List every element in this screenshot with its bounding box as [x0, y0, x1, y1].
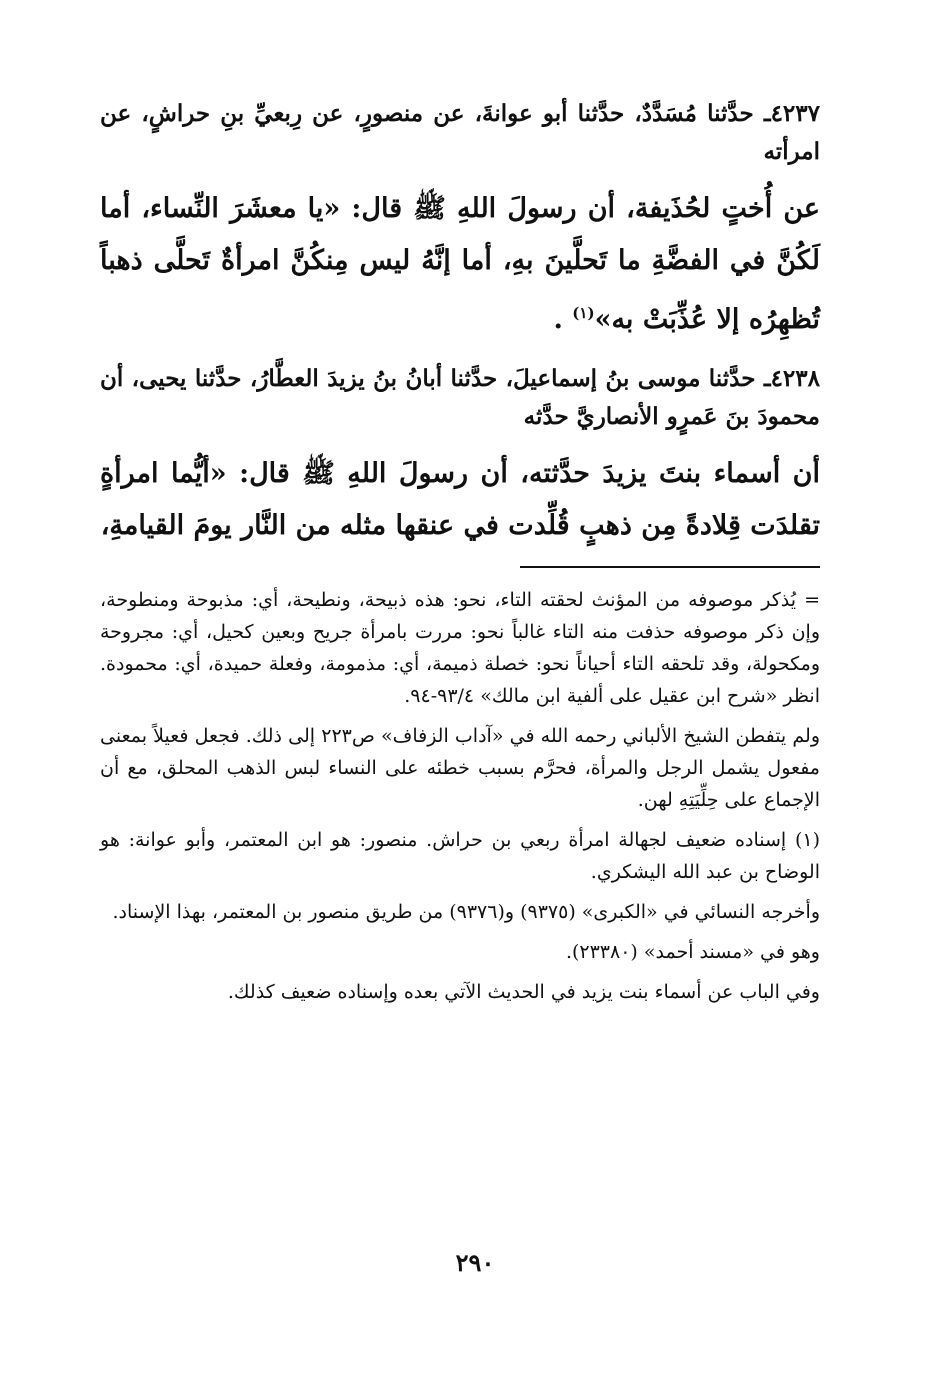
footnote-continuation: = يُذكر موصوفه من المؤنث لحقته التاء، نحو: هذه ذبيحة، ونطيحة، أي: مذبوحة ومنطوحة، وإن ذكر موصوفه حذفت منه التاء غالباً نحو: مررت بامرأة جريح وبعين كحيل، أي: مجروحة ومكحولة، وقد تلحقه التاء أحياناً نحو: خصلة ذميمة، أي: مذمومة، وفعلة حميدة، أي: محمودة. انظر «شرح ابن عقيل على ألفية ابن مالك» ٩٣/٤-٩٤.	[100, 589, 820, 707]
page-body	[100, 95, 820, 1016]
hadith-4237-chain: ٤٢٣٧ـ حدَّثنا مُسَدَّدٌ، حدَّثنا أبو عوانةَ، عن منصورٍ، عن رِبعيِّ بنِ حراشٍ، عن امرأته	[100, 100, 820, 165]
footnote-divider	[520, 566, 820, 568]
footnote-ref-1[interactable]: (١)	[572, 304, 595, 322]
hadith-4237-matn: عن أُختٍ لحُذَيفة، أن رسولَ اللهِ ﷺ قال: «يا معشَرَ النِّساء، أما لَكُنَّ في الفضَّةِ ما تَحلَّينَ بهِ، أما إنَّهُ ليس مِنكُنَّ امرأةٌ تَحلَّى ذهباً تُظهِرُه إلا عُذِّبَتْ به»$^{(١)}$ .	[100, 193, 820, 335]
footnote-1: (١) إسناده ضعيف لجهالة امرأة ربعي بن حراش. منصور: هو ابن المعتمر، وأبو عوانة: هو الوضاح بن عبد الله اليشكري.	[100, 829, 820, 883]
footnote-1-musnad: وهو في «مسند أحمد» (٢٣٣٨٠).	[565, 941, 820, 963]
hadith-4238-matn: أن أسماء بنتَ يزيدَ حدَّثته، أن رسولَ اللهِ ﷺ قال: «أيُّما امرأةٍ تقلدَت قِلادةً مِن ذهبٍ قُلِّدت في عنقها مثله من النَّار يومَ القيامةِ،	[100, 458, 820, 541]
footnote-1-bab: وفي الباب عن أسماء بنت يزيد في الحديث الآتي بعده وإسناده ضعيف كذلك.	[227, 981, 820, 1003]
hadith-4238-chain: ٤٢٣٨ـ حدَّثنا موسى بنُ إسماعيلَ، حدَّثنا أبانُ بنُ يزيدَ العطَّارُ، حدَّثنا يحيى، أن محمودَ بنَ عَمرٍو الأنصاريَّ حدَّثه	[100, 365, 820, 430]
footnote-1-takhrij: وأخرجه النسائي في «الكبرى» (٩٣٧٥) و(٩٣٧٦) من طريق منصور بن المعتمر، بهذا الإسناد.	[112, 901, 820, 923]
footnote-albani-note: ولم يتفطن الشيخ الألباني رحمه الله في «آداب الزفاف» ص٢٢٣ إلى ذلك. فجعل فعيلاً بمعنى مفعول يشمل الرجل والمرأة، فحرَّم بسبب خطئه على النساء لبس الذهب المحلق، مع أن الإجماع على حِلِّيَتِهِ لهن.	[100, 725, 820, 811]
page-number: ٢٩٠	[455, 1248, 495, 1277]
hadith-4237-text: عن أُختٍ لحُذَيفة، أن رسولَ اللهِ ﷺ قال: «يا معشَرَ النِّساء، أما لَكُنَّ في الفضَّةِ ما تَحلَّينَ بهِ، أما إنَّهُ ليس مِنكُنَّ امرأةٌ تَحلَّى ذهباً تُظهِرُه إلا عُذِّبَتْ به»	[100, 193, 820, 335]
